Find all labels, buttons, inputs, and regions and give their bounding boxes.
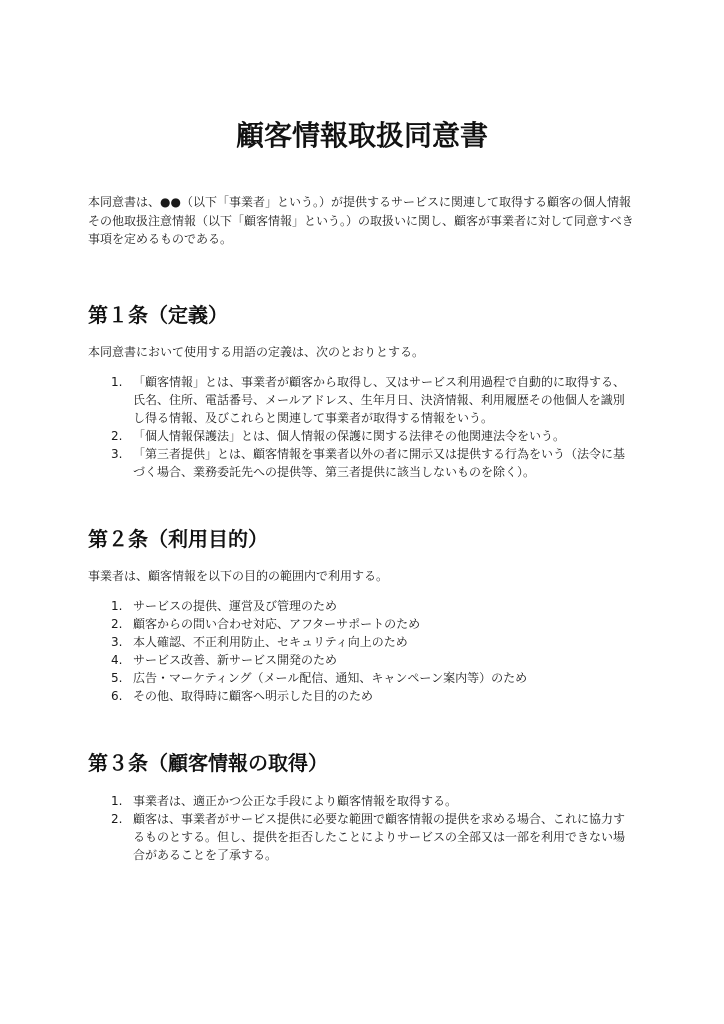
article-3 (88, 750, 636, 776)
list-item-number: 6. (111, 689, 123, 703)
list-item-text: 顧客は、事業者がサービス提供に必要な範囲で顧客情報の提供を求める場合、これに協力するものとする。但し、提供を拒否したことによりサービスの全部又は一部を利用できない場合があることを了承する。 (133, 812, 626, 862)
list-item-text: 本人確認、不正利用防止、セキュリティ向上のため (133, 635, 408, 649)
list-item-number: 3. (111, 447, 123, 461)
article-1-lead-wrap (88, 343, 636, 362)
intro-section (88, 193, 636, 249)
list-item (88, 633, 636, 651)
list-item-text: 「個人情報保護法」とは、個人情報の保護に関する法律その他関連法令をいう。 (133, 429, 566, 443)
list-item-text: サービス改善、新サービス開発のため (133, 653, 338, 667)
document-title: 顧客情報取扱同意書 (235, 119, 488, 152)
list-item-text: サービスの提供、運営及び管理のため (133, 599, 338, 613)
article-1-heading: 第１条（定義） (88, 303, 228, 327)
article-2 (88, 526, 636, 552)
list-item-number: 4. (111, 653, 123, 667)
article-2-list (88, 597, 636, 705)
article-2-lead-wrap (88, 567, 636, 586)
article-3-list (88, 792, 636, 864)
intro-paragraph: 本同意書は、●●（以下「事業者」という。）が提供するサービスに関連して取得する顧客の個人情報その他取扱注意情報（以下「顧客情報」という。）の取扱いに関し、顧客が事業者に対して同意すべき事項を定めるものである。 (88, 195, 634, 246)
list-item-text: その他、取得時に顧客へ明示した目的のため (133, 689, 374, 703)
list-item (88, 687, 636, 705)
article-3-list-wrap (88, 792, 636, 864)
article-1-lead: 本同意書において使用する用語の定義は、次のとおりとする。 (88, 345, 425, 359)
list-item-number: 5. (111, 671, 123, 685)
list-item-text: 事業者は、適正かつ公正な手段により顧客情報を取得する。 (133, 794, 458, 808)
article-1 (88, 302, 636, 328)
list-item (88, 651, 636, 669)
list-item-number: 1. (111, 375, 123, 389)
list-item-text: 顧客からの問い合わせ対応、アフターサポートのため (133, 617, 421, 631)
list-item (88, 427, 636, 445)
list-item-number: 2. (111, 429, 123, 443)
list-item (88, 597, 636, 615)
list-item (88, 792, 636, 810)
list-item (88, 373, 636, 427)
list-item-text: 「第三者提供」とは、顧客情報を事業者以外の者に開示又は提供する行為をいう（法令に基づく場合、業務委託先への提供等、第三者提供に該当しないものを除く）。 (133, 447, 626, 479)
article-1-list-wrap (88, 373, 636, 481)
list-item (88, 615, 636, 633)
article-3-heading: 第３条（顧客情報の取得） (88, 751, 328, 775)
article-1-list (88, 373, 636, 481)
list-item-number: 1. (111, 794, 123, 808)
list-item (88, 669, 636, 687)
list-item-text: 広告・マーケティング（メール配信、通知、キャンペーン案内等）のため (133, 671, 528, 685)
list-item (88, 810, 636, 864)
article-2-list-wrap (88, 597, 636, 705)
article-2-heading: 第２条（利用目的） (88, 527, 268, 551)
list-item-number: 1. (111, 599, 123, 613)
list-item-number: 2. (111, 617, 123, 631)
list-item (88, 445, 636, 481)
list-item-text: 「顧客情報」とは、事業者が顧客から取得し、又はサービス利用過程で自動的に取得する、氏名、住所、電話番号、メールアドレス、生年月日、決済情報、利用履歴その他個人を識別し得る情報、及びこれらと関連して事業者が取得する情報をいう。 (133, 375, 626, 425)
list-item-number: 3. (111, 635, 123, 649)
article-2-lead: 事業者は、顧客情報を以下の目的の範囲内で利用する。 (88, 569, 389, 583)
list-item-number: 2. (111, 812, 123, 826)
